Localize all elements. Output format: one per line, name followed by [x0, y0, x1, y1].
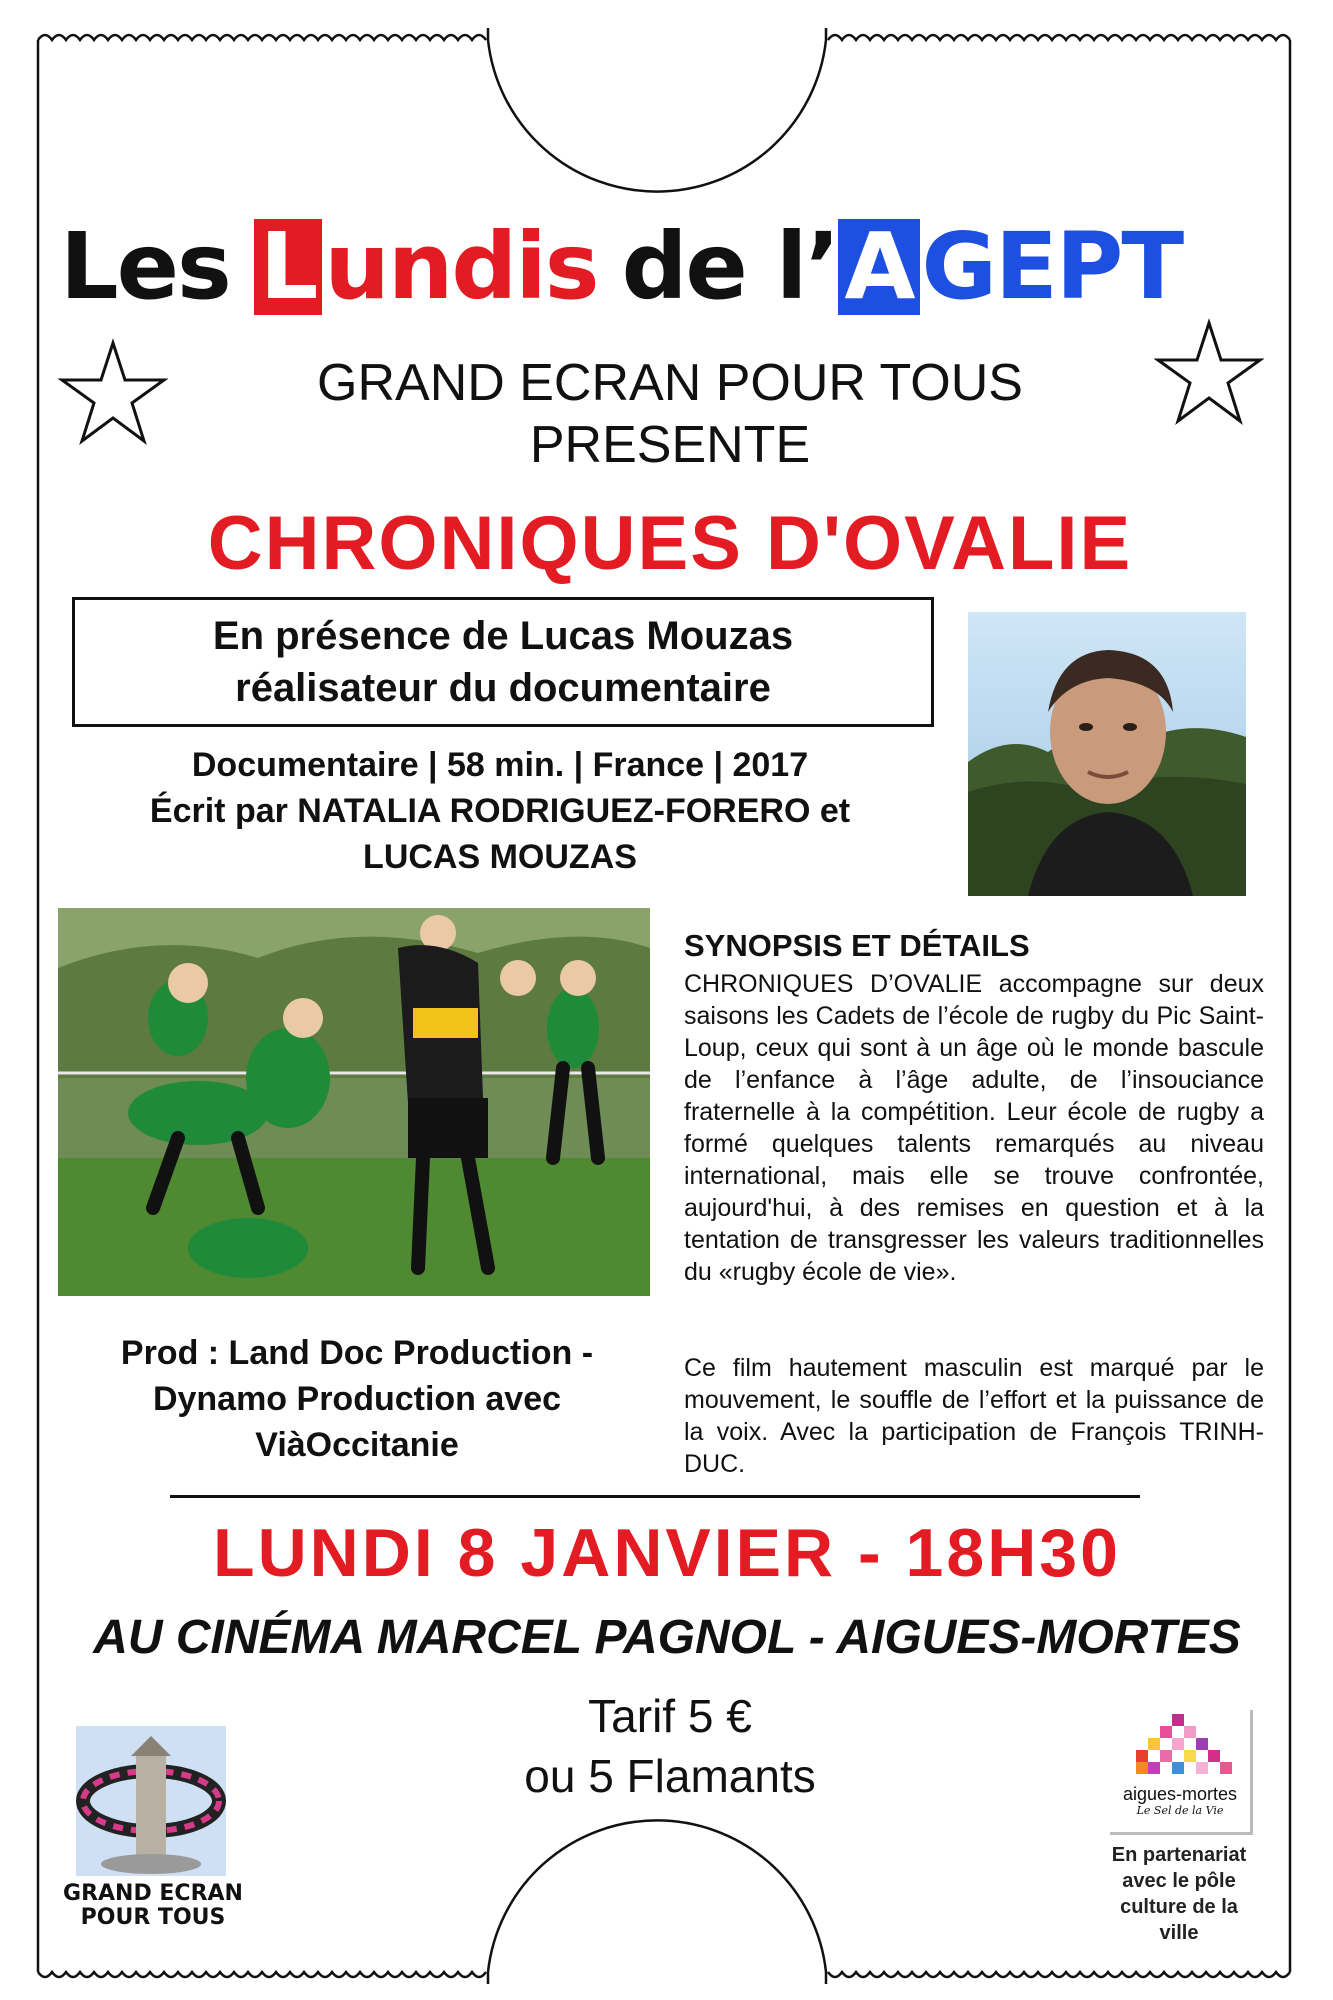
partner-line-3: culture de la	[1120, 1896, 1238, 1918]
price-line-2: ou 5 Flamants	[524, 1750, 816, 1802]
star-icon	[58, 338, 168, 448]
title-word-agept: GEPT	[921, 213, 1183, 320]
logo-left-line-2: POUR TOUS	[80, 1905, 226, 1930]
title-letter-a-box: A	[838, 219, 919, 315]
partner-line-2: avec le pôle	[1122, 1870, 1236, 1892]
presence-line-2: réalisateur du documentaire	[235, 666, 771, 710]
logo-left-line-1: GRAND ECRAN	[63, 1881, 243, 1906]
synopsis-paragraph-1: CHRONIQUES D’OVALIE accompagne sur deux saisons les Cadets de l’école de rugby du Pic Saint-Loup, ceux qui sont à un âge où le monde bascule de l’enfance à l’âge adulte, de l’insouciance fraternelle à la compétition. Leur école de rugby a formé quelques talents remarqués au niveau international, mais elle se trouve confrontée, aujourd'hui, à des remises en question et à la tentation de transgresser les valeurs traditionnelles du «rugby école de vie».	[684, 970, 1264, 1286]
aigues-mortes-logo	[1110, 1710, 1253, 1835]
grand-ecran-logo	[76, 1726, 226, 1876]
partner-line-4: ville	[1159, 1922, 1199, 1944]
production-line-3: ViàOccitanie	[255, 1426, 459, 1464]
production-line-2: Dynamo Production avec	[152, 1380, 562, 1418]
grand-ecran-logo-text	[58, 1882, 248, 1930]
rugby-match-photo	[58, 908, 650, 1296]
event-date-time: LUNDI 8 JANVIER - 18H30	[213, 1515, 1121, 1591]
event-series-title	[60, 212, 1240, 322]
event-venue: AU CINÉMA MARCEL PAGNOL - AIGUES-MORTES	[93, 1611, 1241, 1664]
aigues-mortes-brand: aigues-mortes	[1122, 1784, 1238, 1804]
presenter-block	[200, 352, 1140, 476]
film-title: CHRONIQUES D'OVALIE	[207, 501, 1133, 586]
film-meta	[60, 742, 940, 880]
divider	[170, 1495, 1140, 1498]
ticket-price	[400, 1686, 940, 1806]
partner-line-1: En partenariat	[1111, 1844, 1247, 1866]
synopsis-heading: SYNOPSIS ET DÉTAILS	[684, 928, 1030, 963]
title-word-lundis: undis	[324, 213, 598, 320]
film-meta-line-1: Documentaire | 58 min. | France | 2017	[191, 746, 809, 784]
aigues-mortes-tagline: Le Sel de la Vie	[1136, 1804, 1224, 1817]
presence-line-1: En présence de Lucas Mouzas	[212, 614, 794, 658]
price-line-1: Tarif 5 €	[588, 1690, 752, 1742]
presenter-verb: PRESENTE	[529, 416, 811, 474]
star-icon	[1154, 318, 1264, 428]
film-meta-line-3: LUCAS MOUZAS	[363, 838, 637, 876]
aigues-mortes-pixel-icon	[1113, 1714, 1247, 1784]
partnership-note	[1094, 1842, 1264, 1946]
presenter-name: GRAND ECRAN POUR TOUS	[317, 354, 1023, 412]
title-word-les: Les	[60, 213, 230, 320]
title-letter-l-box: L	[254, 219, 323, 315]
director-portrait-photo	[968, 612, 1246, 896]
presence-box	[72, 597, 934, 727]
production-credits	[62, 1330, 652, 1468]
production-line-1: Prod : Land Doc Production -	[120, 1334, 594, 1372]
film-meta-line-2: Écrit par NATALIA RODRIGUEZ-FORERO et	[149, 792, 851, 830]
synopsis-paragraph-2: Ce film hautement masculin est marqué par le mouvement, le souffle de l’effort et la puissance de la voix. Avec la participation de François TRINH-DUC.	[684, 1354, 1264, 1478]
title-word-de: de l’	[621, 213, 839, 320]
